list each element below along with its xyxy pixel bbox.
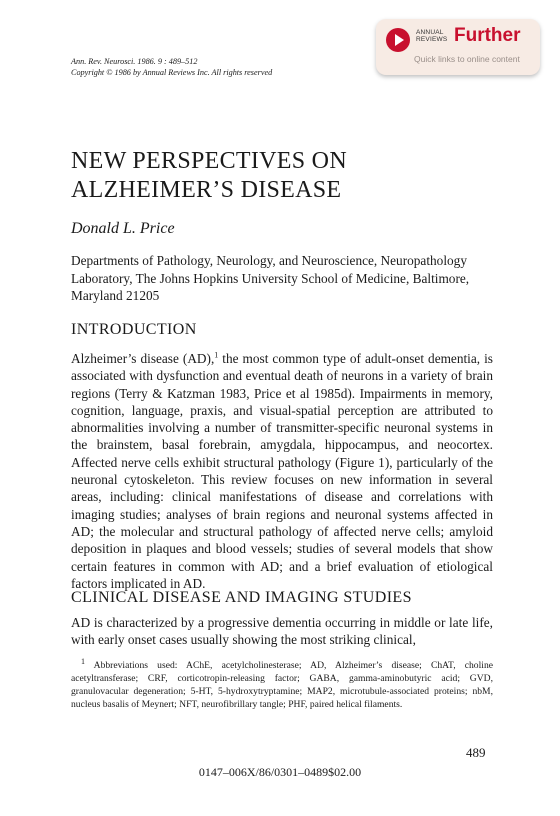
annual-reviews-logo: ANNUAL REVIEWS	[416, 29, 448, 43]
introduction-paragraph: Alzheimer’s disease (AD),$^1$ the most common type of adult-onset dementia, is associated with dysfunction and eventual death of neurons in a variety of brain regions (Terry & Katzman 1983, Price et al 1985d). Impairments in memory, cognition, language, praxis, and visual-spatial perception are attributed to abnormalities involving a number of transmitter-specific neuronal systems in the brainstem, basal forebrain, amygdala, hippocampus, and neocortex. Affected nerve cells exhibit structural pathology (Figure 1), particularly of the neuronal cytoskeleton. This review focuses on new information in several areas, including: clinical manifestations of disease and correlations with imaging studies; analyses of brain regions and neuronal systems affected in AD; the molecular and structural pathology of affected nerve cells; amyloid deposition in plaques and blood vessels; studies of several models that show certain features in common with AD; and a brief evaluation of etiological factors implicated in AD.	[71, 350, 493, 591]
journal-citation	[71, 56, 272, 78]
clinical-heading: CLINICAL DISEASE AND IMAGING STUDIES	[71, 589, 412, 606]
author-affiliation: Departments of Pathology, Neurology, and Neuroscience, Neuropathology Laboratory, The Johns Hopkins University School of Medicine, Baltimore, Maryland 21205	[71, 253, 470, 303]
citation-line-2: Copyright © 1986 by Annual Reviews Inc. All rights reserved	[71, 68, 273, 77]
author-name: Donald L. Price	[71, 220, 175, 237]
quick-links-text: Quick links to online content	[414, 54, 520, 64]
clinical-paragraph: AD is characterized by a progressive dementia occurring in middle or late life, with early onset cases usually showing the most striking clinical,	[71, 615, 493, 648]
play-circle-icon	[386, 28, 410, 52]
further-banner[interactable]	[376, 19, 540, 75]
citation-line-1: Ann. Rev. Neurosci. 1986. 9 : 489–512	[71, 57, 198, 66]
footnote: $^1$ Abbreviations used: AChE, acetylcholinesterase; AD, Alzheimer’s disease; ChAT, choline acetyltransferase; CRF, corticotropin-releasing factor; GABA, gamma-aminobutyric acid; GVD, granulovacular degeneration; 5-HT, 5-hydroxytryptamine; MAP2, microtubule-associated proteins; nbM, nucleus basalis of Meynert; NFT, neurofibrillary tangle; PHF, paired helical filaments.	[71, 656, 493, 710]
issn-code: 0147–006X/86/0301–0489$02.00	[198, 765, 362, 779]
article-title: NEW PERSPECTIVES ON ALZHEIMER’S DISEASE	[71, 148, 347, 203]
further-label: Further	[454, 25, 521, 46]
page-number: 489	[466, 745, 486, 760]
introduction-heading: INTRODUCTION	[71, 321, 197, 338]
footnote-reference[interactable]: 1	[214, 350, 219, 360]
footnote-mark: 1	[81, 656, 85, 666]
